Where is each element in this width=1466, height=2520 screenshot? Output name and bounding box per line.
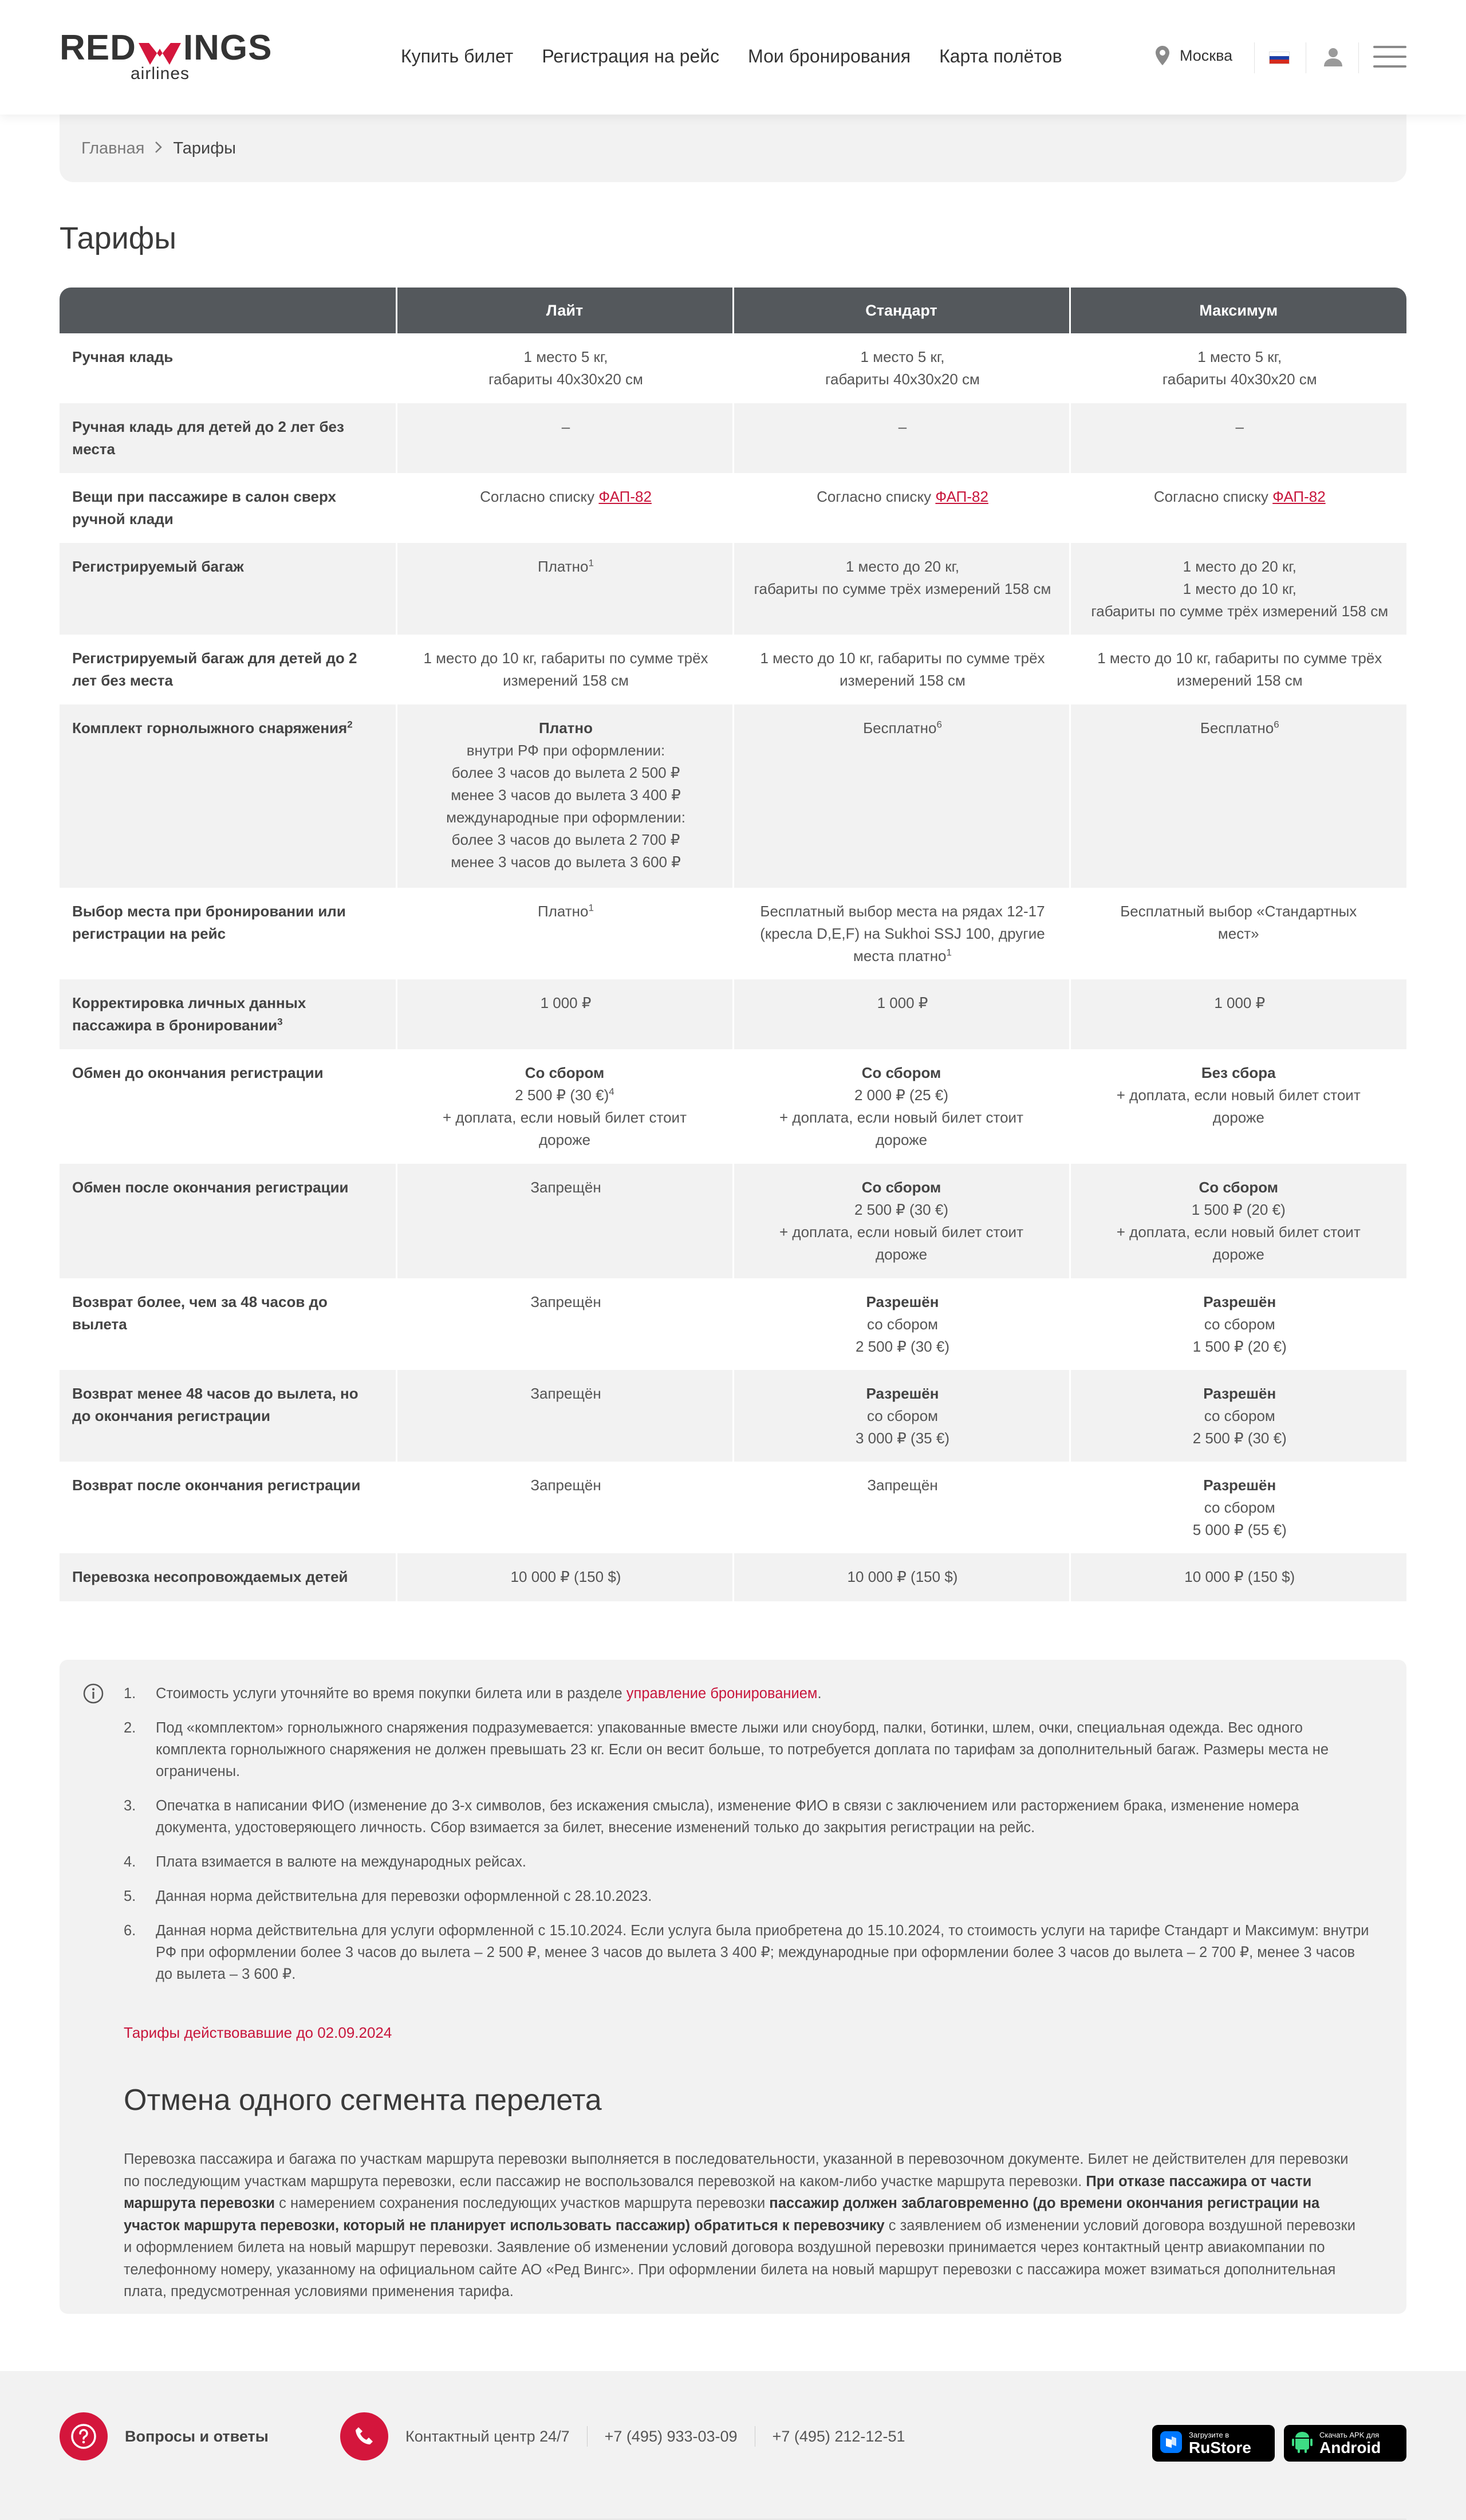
cell-lite: 1 000 ₽ [396,979,733,1049]
cell-lite: Со сбором 2 500 ₽ (30 €)$^4$ + доплата, если новый билет стоит дороже [396,1049,733,1164]
tariffs-table [60,288,1406,1601]
table-row [60,1164,1406,1278]
cell-lite: Запрещён [396,1278,733,1370]
cell-maximum: 1 000 ₽ [1070,979,1406,1049]
cell-lite: Запрещён [396,1370,733,1462]
footnotes-panel [60,1660,1406,2314]
cell-standard: Со сбором 2 500 ₽ (30 €) + доплата, если новый билет стоит дороже [733,1164,1070,1278]
cell-maximum: Разрешён со сбором 1 500 ₽ (20 €) [1070,1278,1406,1370]
table-row [60,704,1406,888]
cell-lite: 1 место до 10 кг, габариты по сумме трёх измерений 158 см [396,635,733,704]
divider [587,2426,588,2447]
footnote-item: 6. Данная норма действительна для услуги оформленной с 15.10.2024. Если услуга была приобретена до 15.10.2024, то стоимость услуги на тарифе Стандарт и Максимум: внутри РФ при оформлении более 3 часов до вылета – 2 500 ₽, менее 3 часов до вылета 3 400 ₽; международные при оформлении более 3 часов до вылета – 2 700 ₽, менее 3 часов до вылета – 3 600 ₽. [124,1923,1369,1982]
fap82-link[interactable]: ФАП-82 [598,488,652,505]
row-label: Вещи при пассажире в салон сверх ручной клади [60,473,396,543]
cell-standard: 1 место 5 кг, габариты 40х30х20 см [733,333,1070,403]
manage-booking-link[interactable]: управление бронированием [626,1686,818,1702]
table-row [60,1462,1406,1553]
cell-maximum: 1 место до 10 кг, габариты по сумме трёх измерений 158 см [1070,635,1406,704]
cell-standard: Бесплатно$^6$ [733,704,1070,888]
fap82-link[interactable]: ФАП-82 [935,488,988,505]
column-maximum: Максимум [1070,288,1406,333]
site-footer [0,2371,1466,2520]
location-pin-icon [1156,46,1169,65]
table-row [60,1049,1406,1164]
cell-standard: Бесплатный выбор места на рядах 12-17 (кресла D,E,F) на Sukhoi SSJ 100, другие места платно$^1$ [733,888,1070,979]
nav-checkin[interactable]: Регистрация на рейс [542,46,720,66]
faq-link[interactable] [60,2412,269,2460]
main-nav [401,46,1062,67]
cell-maximum: 1 место до 20 кг, 1 место до 10 кг, габариты по сумме трёх измерений 158 см [1070,543,1406,635]
contact-center [340,2412,905,2460]
cell-standard: Согласно списку ФАП-82 [733,473,1070,543]
cell-standard: Разрешён со сбором 3 000 ₽ (35 €) [733,1370,1070,1462]
cell-lite: Платно$^1$ [396,888,733,979]
row-label: Возврат после окончания регистрации [60,1462,396,1553]
cell-standard: Со сбором 2 000 ₽ (25 €) + доплата, если новый билет стоит дороже [733,1049,1070,1164]
page-title: Тарифы [60,221,177,255]
android-icon [1292,2431,1313,2456]
row-label: Возврат менее 48 часов до вылета, но до окончания регистрации [60,1370,396,1462]
nav-my-bookings[interactable]: Мои бронирования [748,46,911,66]
cell-lite: – [396,403,733,473]
cell-maximum: Со сбором 1 500 ₽ (20 €) + доплата, если новый билет стоит дороже [1070,1164,1406,1278]
city-label: Москва [1180,46,1233,64]
menu-burger-icon[interactable] [1373,46,1406,70]
cell-standard: Разрешён со сбором 2 500 ₽ (30 €) [733,1278,1070,1370]
cell-standard: 1 место до 20 кг, габариты по сумме трёх измерений 158 см [733,543,1070,635]
cell-lite: Согласно списку ФАП-82 [396,473,733,543]
cell-maximum: Разрешён со сбором 5 000 ₽ (55 €) [1070,1462,1406,1553]
phone-1[interactable]: +7 (495) 933-03-09 [604,2427,738,2445]
table-row [60,888,1406,979]
row-label: Корректировка личных данных пассажира в бронировании$^3$ [60,979,396,1049]
android-badge[interactable] [1284,2425,1406,2462]
android-big-text: Android [1319,2438,1381,2456]
table-row [60,403,1406,473]
rustore-badge[interactable] [1152,2425,1275,2462]
faq-label: Вопросы и ответы [125,2427,269,2445]
nav-flight-map[interactable]: Карта полётов [939,46,1062,66]
row-label: Обмен после окончания регистрации [60,1164,396,1278]
cell-lite: Платно внутри РФ при оформлении: более 3 часов до вылета 2 500 ₽ менее 3 часов до вылета 3 400 ₽ международные при оформлении: более 3 часов до вылета 2 700 ₽ менее 3 часов до вылета 3 600 ₽ [396,704,733,888]
rustore-icon [1160,2431,1182,2456]
cell-maximum: Бесплатный выбор «Стандартных мест» [1070,888,1406,979]
phone-2[interactable]: +7 (495) 212-12-51 [772,2427,905,2445]
cell-standard: – [733,403,1070,473]
footnote-item: 5. Данная норма действительна для перевозки оформленной с 28.10.2023. [124,1888,652,1904]
row-label: Регистрируемый багаж для детей до 2 лет без места [60,635,396,704]
cell-maximum: Бесплатно$^6$ [1070,704,1406,888]
question-icon [60,2412,108,2460]
wing-logo-icon [137,35,182,61]
fap82-link[interactable]: ФАП-82 [1272,488,1326,505]
row-label: Перевозка несопровождаемых детей [60,1553,396,1601]
cell-maximum: 1 место 5 кг, габариты 40х30х20 см [1070,333,1406,403]
header-empty [60,288,396,333]
footnote-item: 2. Под «комплектом» горнолыжного снаряжения подразумевается: упакованные вместе лыжи или сноуборд, палки, ботинки, шлем, очки, специальная одежда. Вес одного комплекта горнолыжного снаряжения не должен превышать 23 кг. Если он весит больше, то потребуется доплата по тарифам за дополнительный багаж. Размеры места не ограничены. [124,1720,1329,1779]
info-icon [82,1683,104,1704]
table-row [60,543,1406,635]
cell-maximum: Без сбора + доплата, если новый билет стоит дороже [1070,1049,1406,1164]
cancel-segment-title: Отмена одного сегмента перелета [124,2084,602,2117]
breadcrumb-current: Тарифы [173,139,236,158]
cell-maximum: Разрешён со сбором 2 500 ₽ (30 €) [1070,1370,1406,1462]
row-label: Возврат более, чем за 48 часов до вылета [60,1278,396,1370]
cell-maximum: 10 000 ₽ (150 $) [1070,1553,1406,1601]
row-label: Выбор места при бронировании или регистрации на рейс [60,888,396,979]
table-row [60,635,1406,704]
cell-standard: 10 000 ₽ (150 $) [733,1553,1070,1601]
cell-maximum: Согласно списку ФАП-82 [1070,473,1406,543]
language-flag-icon[interactable] [1269,52,1290,64]
cell-lite: 1 место 5 кг, габариты 40х30х20 см [396,333,733,403]
column-lite: Лайт [396,288,733,333]
cell-lite: Запрещён [396,1164,733,1278]
divider [1358,42,1359,73]
user-icon[interactable] [1322,46,1345,69]
logo-subtitle: airlines [131,64,190,83]
logo[interactable] [60,27,273,90]
cell-standard: 1 000 ₽ [733,979,1070,1049]
nav-buy-ticket[interactable]: Купить билет [401,46,514,66]
cell-lite: Запрещён [396,1462,733,1553]
breadcrumb [60,115,1406,182]
row-label: Комплект горнолыжного снаряжения$^2$ [60,704,396,888]
cell-maximum: – [1070,403,1406,473]
table-row [60,979,1406,1049]
rustore-big-text: RuStore [1189,2438,1251,2456]
cell-standard: 1 место до 10 кг, габариты по сумме трёх измерений 158 см [733,635,1070,704]
footnote-item: 4. Плата взимается в валюте на международных рейсах. [124,1854,526,1870]
row-label: Обмен до окончания регистрации [60,1049,396,1164]
breadcrumb-home[interactable]: Главная [81,139,145,158]
footnote-item: 3. Опечатка в написании ФИО (изменение до 3-х символов, без искажения смысла), изменение ФИО в связи с заключением или расторжением брака, изменение номера документа, удостоверяющего личность. Сбор взимается за билет, внесение изменений только до закрытия регистрации на рейс. [124,1798,1299,1836]
divider [1254,42,1255,73]
site-header [0,0,1466,115]
cell-standard: Запрещён [733,1462,1070,1553]
footnotes-list [124,1683,1372,1985]
row-label: Регистрируемый багаж [60,543,396,635]
cell-lite: 10 000 ₽ (150 $) [396,1553,733,1601]
column-standard: Стандарт [733,288,1070,333]
footnote-item: 1. Стоимость услуги уточняйте во время покупки билета или в разделе управление бронированием. [124,1686,822,1702]
chevron-right-icon [155,139,163,158]
table-row [60,333,1406,403]
rustore-small-text: Загрузите в [1189,2430,1229,2439]
city-selector[interactable] [1156,46,1232,65]
cancel-segment-text: Перевозка пассажира и багажа по участкам маршрута перевозки выполняется в последовательности, указанной в перевозочном документе. Билет не действителен для перевозки по последующим участкам маршрута перевозки, если пассажир не воспользовался перевозкой на каком-либо участке маршрута перевозки. При отказе пассажира от части маршрута перевозки с намерением сохранения последующих участков маршрута перевозки пассажир должен заблаговременно (до времени окончания регистрации на участок маршрута перевозки, который не планирует использовать пассажир) обратиться к перевозчику с заявлением об изменении условий договора воздушной перевозки и оформлением билета на новый маршрут перевозки. Заявление об изменении условий договора воздушной перевозки принимается через контактный центр авиакомпании по телефонному номеру, указанному на официальном сайте АО «Ред Вингс». При оформлении билета на новый маршрут перевозки с пассажира может взиматься дополнительная плата, предусмотренная условиями применения тарифа. [124,2151,1356,2300]
table-row [60,1278,1406,1370]
table-row [60,1370,1406,1462]
row-label: Ручная кладь [60,333,396,403]
contact-label: Контактный центр 24/7 [405,2427,570,2445]
table-row [60,473,1406,543]
old-tariffs-link[interactable]: Тарифы действовавшие до 02.09.2024 [124,2024,392,2041]
table-row [60,1553,1406,1601]
android-small-text: Скачать APK для [1319,2430,1380,2439]
row-label: Ручная кладь для детей до 2 лет без места [60,403,396,473]
cell-lite: Платно$^1$ [396,543,733,635]
logo-wordmark: RED INGS [60,28,273,68]
phone-icon [340,2412,388,2460]
